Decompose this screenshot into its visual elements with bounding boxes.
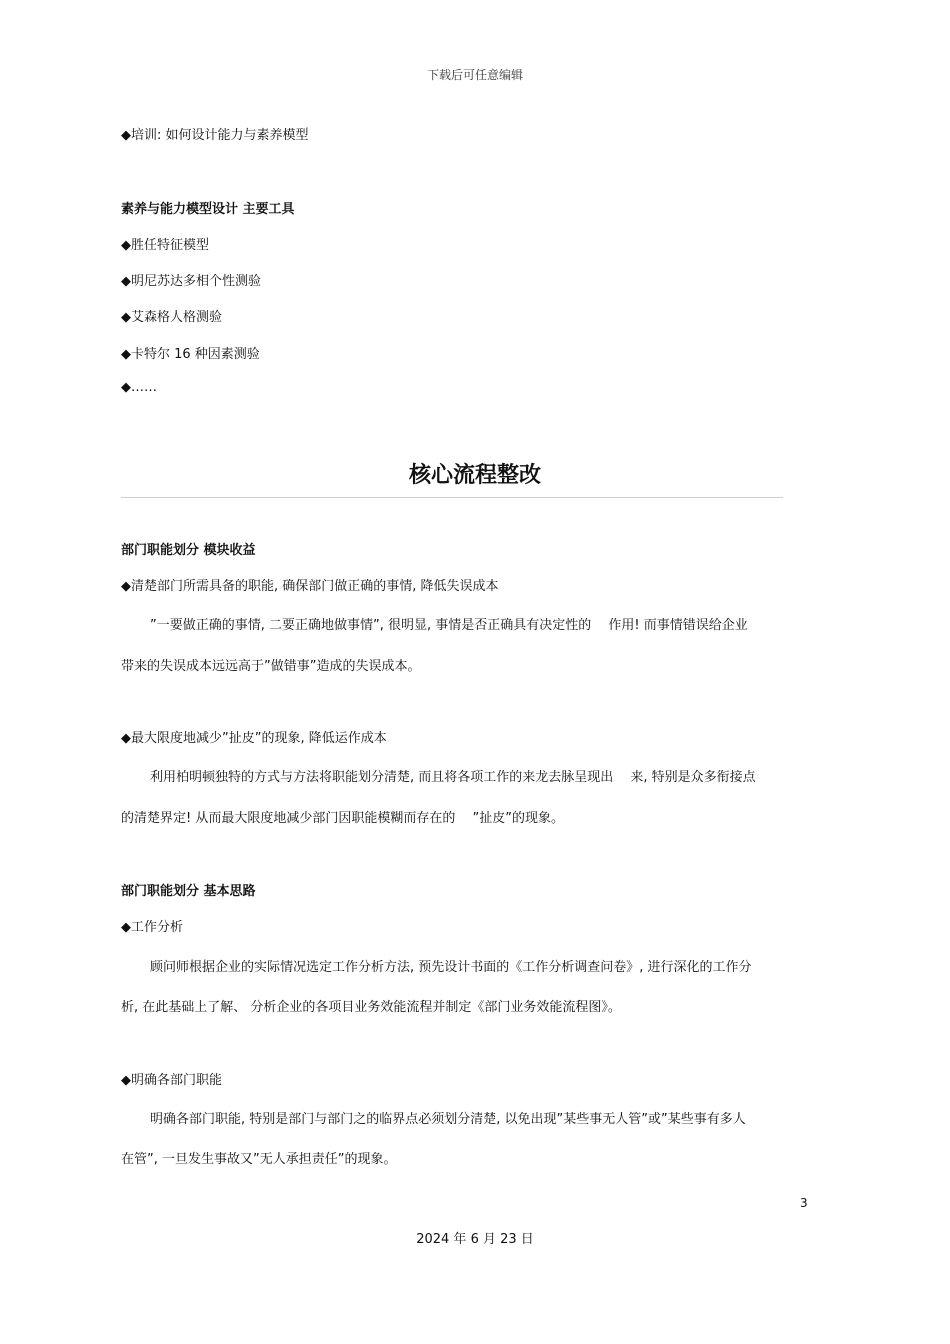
benefit1-text-line1: ”一要做正确的事情, 二要正确地做事情”, 很明显, 事情是否正确具有决定性的 作用! 而事情错误给企业 xyxy=(150,618,748,633)
benefit2-text-line2: 的清楚界定! 从而最大限度地减少部门因职能模糊而存在的 ”扯皮”的现象。 xyxy=(121,811,564,826)
step2-title: ◆明确各部门职能 xyxy=(121,1073,222,1088)
benefit1-text-line2: 带来的失误成本远远高于”做错事”造成的失误成本。 xyxy=(121,659,421,674)
step1-text-line1: 顾问师根据企业的实际情况选定工作分析方法, 预先设计书面的《工作分析调查问卷》, 进行深化的工作分 xyxy=(150,960,752,975)
step1-text-line2: 析, 在此基础上了解、 分析企业的各项目业务效能流程并制定《部门业务效能流程图》。 xyxy=(121,1000,621,1015)
step1-title: ◆工作分析 xyxy=(121,920,183,935)
page-header: 下载后可任意编辑 xyxy=(426,68,523,82)
tool-item: ◆…… xyxy=(121,380,157,395)
page-number: 3 xyxy=(800,1196,808,1210)
section-title: 核心流程整改 xyxy=(408,463,541,488)
benefit1-title: ◆清楚部门所需具备的职能, 确保部门做正确的事情, 降低失误成本 xyxy=(121,579,499,594)
tool-item: ◆胜任特征模型 xyxy=(121,238,209,253)
tool-item: ◆艾森格人格测验 xyxy=(121,310,222,325)
step2-text-line2: 在管”, 一旦发生事故又”无人承担责任”的现象。 xyxy=(121,1152,397,1167)
tool-item: ◆卡特尔 16 种因素测验 xyxy=(121,347,260,362)
training-line: ◆培训: 如何设计能力与素养模型 xyxy=(121,128,309,143)
section-divider xyxy=(121,497,783,498)
tool-item: ◆明尼苏达多相个性测验 xyxy=(121,274,261,289)
footer-date: 2024 年 6 月 23 日 xyxy=(416,1232,534,1247)
benefit2-title: ◆最大限度地减少”扯皮”的现象, 降低运作成本 xyxy=(121,731,387,746)
benefits-heading: 部门职能划分 模块收益 xyxy=(121,543,256,558)
tools-heading: 素养与能力模型设计 主要工具 xyxy=(121,202,295,217)
benefit2-text-line1: 利用柏明顿独特的方式与方法将职能划分清楚, 而且将各项工作的来龙去脉呈现出 来, 特别是众多衔接点 xyxy=(150,770,756,785)
step2-text-line1: 明确各部门职能, 特别是部门与部门之的临界点必须划分清楚, 以免出现”某些事无人管”或”某些事有多人 xyxy=(150,1112,746,1127)
approach-heading: 部门职能划分 基本思路 xyxy=(121,884,256,899)
